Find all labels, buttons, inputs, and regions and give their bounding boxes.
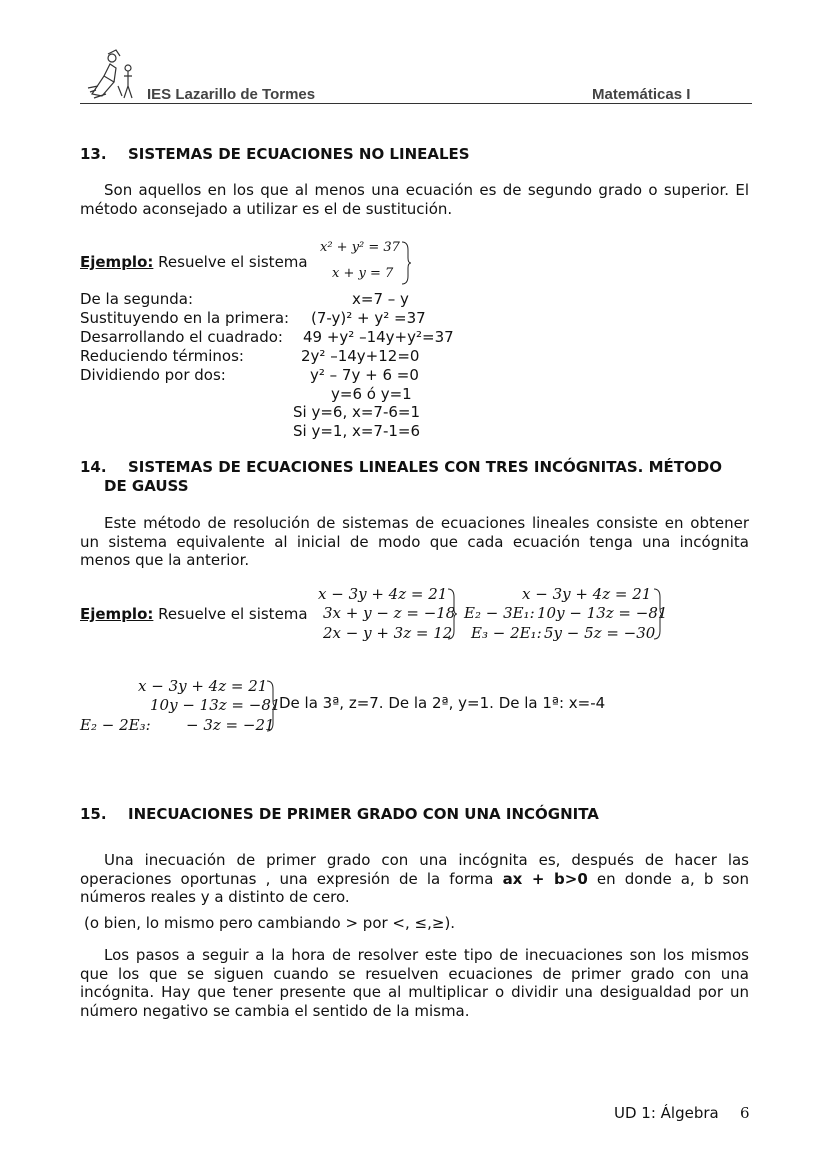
footer-page-number: 6	[740, 1104, 750, 1122]
school-logo	[84, 46, 140, 106]
result-line: Si y=1, x=7-1=6	[293, 422, 421, 440]
section-14-heading-cont: DE GAUSS	[104, 477, 189, 495]
result-line: Si y=6, x=7-6=1	[293, 403, 421, 421]
header-divider	[80, 103, 752, 104]
example-13-label	[80, 253, 308, 271]
section-15-p3: Los pasos a seguir a la hora de resolver este tipo de inecuaciones son los mismos que los que se siguen cuando se resuelven ecuaciones de primer grado con una incógnita. Hay que tener presente que al multiplicar o dividir una desigualdad por un número negativo se cambia el sentido de la misma.	[80, 946, 749, 1020]
sysB-eq3: 5y − 5z = −30	[544, 624, 656, 642]
section-title: SISTEMAS DE ECUACIONES LINEALES CON TRES INCÓGNITAS. MÉTODO	[128, 458, 722, 476]
system-eq2: x + y = 7	[332, 266, 394, 281]
sysB-op2: E₂ − 3E₁:	[464, 604, 535, 622]
step-label: Sustituyendo en la primera:	[80, 309, 290, 327]
sysC-eq3: − 3z = −21	[186, 716, 275, 734]
example-text: Resuelve el sistema	[158, 253, 308, 271]
sysC-eq2: 10y − 13z = −81	[150, 696, 281, 714]
step-expr: 2y² –14y+12=0	[301, 347, 420, 365]
step-label: Desarrollando el cuadrado:	[80, 328, 283, 346]
section-15-heading	[80, 805, 599, 823]
section-15-p1	[80, 851, 749, 907]
section-13-intro: Son aquellos en los que al menos una ecuación es de segundo grado o superior. El método aconsejado a utilizar es el de sustitución.	[80, 181, 749, 218]
sysB-op3: E₃ − 2E₁:	[471, 624, 542, 642]
section-14-intro: Este método de resolución de sistemas de ecuaciones lineales consiste en obtener un sistema equivalente al inicial de modo que cada ecuación tenga una incógnita menos que la anterior.	[80, 514, 749, 569]
step-expr: x=7 – y	[352, 290, 409, 308]
step-expr: 49 +y² –14y+y²=37	[303, 328, 454, 346]
sysA-eq1: x − 3y + 4z = 21	[318, 585, 448, 603]
step-label: Reduciendo términos:	[80, 347, 244, 365]
step-label: Dividiendo por dos:	[80, 366, 226, 384]
header-school: IES Lazarillo de Tormes	[147, 86, 316, 103]
example-14-label	[80, 605, 308, 623]
result-line: y=6 ó y=1	[331, 385, 412, 403]
p1-text-a: Una inecuación de primer grado con una incógnita es, después de hacer las operaciones oportunas , una expresión de la forma	[80, 851, 749, 888]
sysB-eq2: 10y − 13z = −81	[537, 604, 668, 622]
p1-formula: ax + b>0	[502, 869, 588, 888]
sysA-brace	[446, 587, 458, 641]
sysC-eq1: x − 3y + 4z = 21	[138, 677, 268, 695]
gauss-conclusion: De la 3ª, z=7. De la 2ª, y=1. De la 1ª: x=-4	[279, 694, 606, 712]
section-title: SISTEMAS DE ECUACIONES NO LINEALES	[128, 145, 470, 163]
example-text: Resuelve el sistema	[158, 605, 308, 623]
step-expr: y² – 7y + 6 =0	[310, 366, 419, 384]
footer-unit: UD 1: Álgebra	[614, 1104, 719, 1122]
section-14-heading	[80, 458, 749, 476]
step-label: De la segunda:	[80, 290, 194, 308]
sysA-eq2: 3x + y − z = −18	[323, 604, 456, 622]
sysA-eq3: 2x − y + 3z = 12	[323, 624, 453, 642]
system-brace	[400, 240, 412, 286]
section-title: INECUACIONES DE PRIMER GRADO CON UNA INCÓGNITA	[128, 805, 599, 823]
section-13-heading	[80, 145, 470, 163]
example-label: Ejemplo:	[80, 253, 154, 271]
example-label: Ejemplo:	[80, 605, 154, 623]
step-expr: (7-y)² + y² =37	[311, 309, 426, 327]
header-subject: Matemáticas I	[592, 86, 691, 103]
sysC-op3: E₂ − 2E₃:	[80, 716, 151, 734]
p1-text-b: en donde a, b son números reales y a distinto de cero.	[80, 869, 749, 906]
sysC-brace	[265, 679, 277, 733]
section-number: 15.	[80, 805, 107, 823]
system-eq1: x² + y² = 37	[320, 240, 400, 255]
sysB-eq1: x − 3y + 4z = 21	[522, 585, 652, 603]
section-15-p2: (o bien, lo mismo pero cambiando > por <, ≤,≥).	[84, 914, 456, 932]
section-number: 14.	[80, 458, 107, 476]
sysB-brace	[652, 587, 664, 641]
section-number: 13.	[80, 145, 107, 163]
